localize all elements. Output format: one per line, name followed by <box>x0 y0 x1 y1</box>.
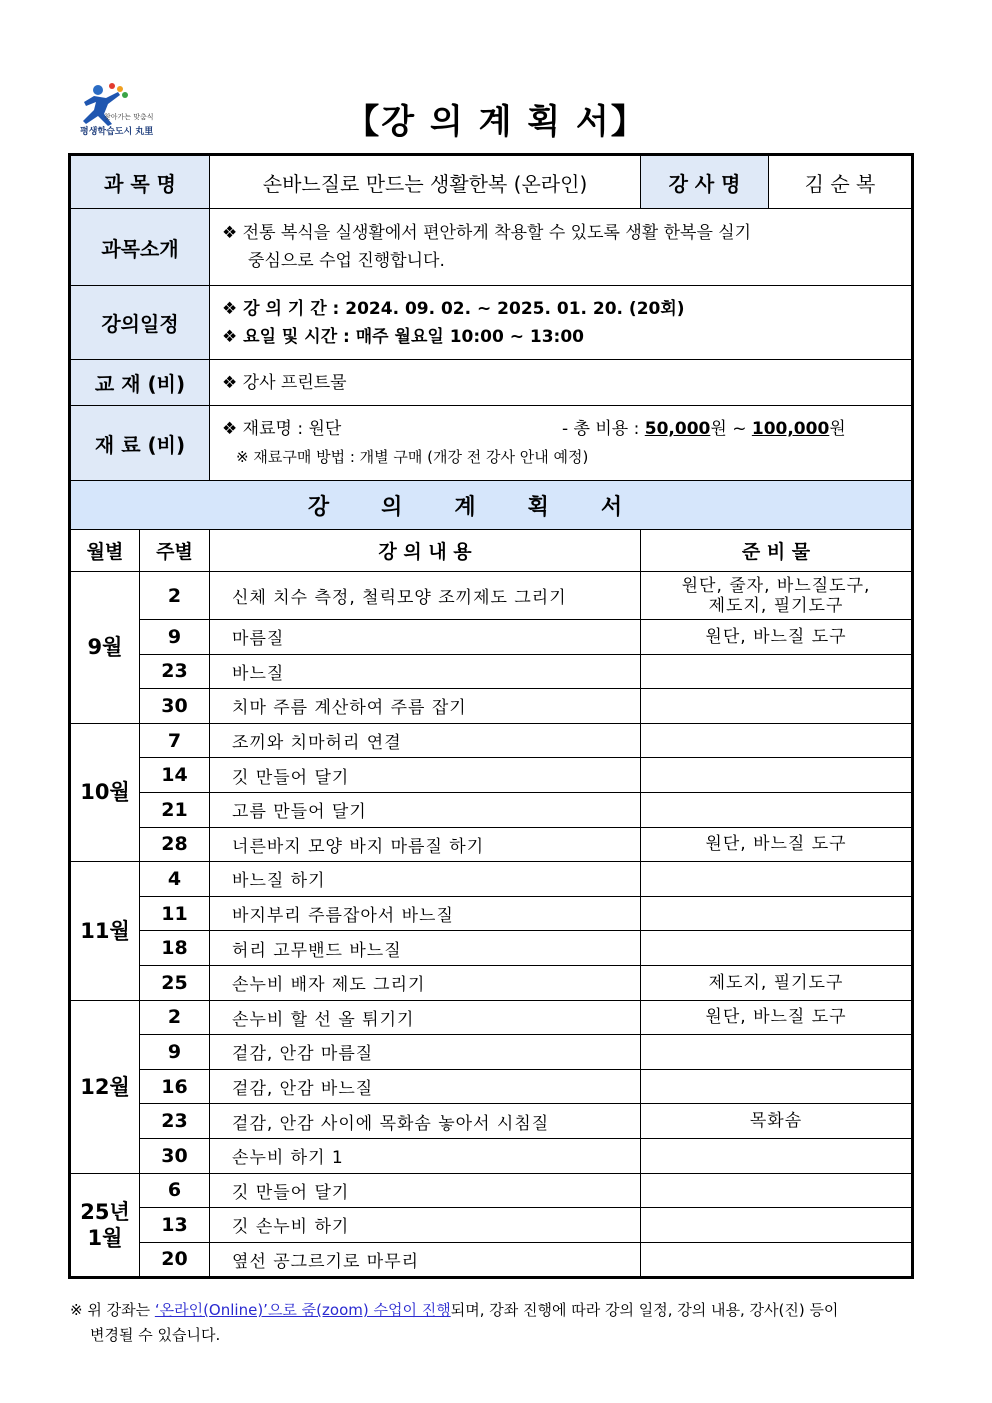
footer-rest: 되며, 강좌 진행에 따라 강의 일정, 강의 내용, 강사(진) 등이 <box>450 1301 839 1319</box>
prep-materials-cell <box>641 1138 912 1173</box>
prep-materials-cell <box>641 654 912 689</box>
prep-text: 원단, 줄자, 바느질도구, <box>681 575 871 596</box>
logo-name: 평생학습도시 丸里 <box>80 127 154 137</box>
material-name: ❖ 재료명 : 원단 <box>222 419 342 439</box>
week-cell: 14 <box>140 758 210 793</box>
month-cell <box>71 862 140 1000</box>
week-cell: 2 <box>140 572 210 620</box>
week-cell: 23 <box>140 654 210 689</box>
lecture-plan-table <box>70 155 912 1277</box>
lesson-content-cell: 조끼와 치마허리 연결 <box>210 723 641 758</box>
prep-materials-cell <box>641 862 912 897</box>
material-unit-1: 원 ~ <box>710 419 752 439</box>
intro-line-1: ❖ 전통 복식을 실생활에서 편안하게 착용할 수 있도록 생활 한복을 실기 <box>222 223 752 243</box>
month-label: 11월 <box>80 918 130 943</box>
schedule-time: ❖ 요일 및 시간 : 매주 월요일 10:00 ~ 13:00 <box>222 326 585 347</box>
table-row <box>71 1104 912 1139</box>
prep-materials-cell <box>641 1208 912 1243</box>
col-month: 월별 <box>71 530 140 572</box>
intro-label: 과목소개 <box>71 209 210 286</box>
month-label: 12월 <box>80 1074 130 1099</box>
material-unit-2: 원 <box>829 419 846 439</box>
intro-text <box>210 209 912 286</box>
table-row <box>71 827 912 862</box>
lesson-content-cell: 치마 주름 계산하여 주름 잡기 <box>210 689 641 724</box>
lesson-content-cell: 너른바지 모양 바지 마름질 하기 <box>210 827 641 862</box>
table-row <box>71 965 912 1000</box>
prep-materials-cell <box>641 758 912 793</box>
schedule-period: ❖ 강 의 기 간 : 2024. 09. 02. ~ 2025. 01. 20. (20회) <box>222 298 685 319</box>
week-cell: 21 <box>140 792 210 827</box>
lesson-content-cell: 허리 고무밴드 바느질 <box>210 931 641 966</box>
plan-section-title: 강의계획서 <box>71 481 912 530</box>
month-cell <box>71 572 140 724</box>
week-cell: 7 <box>140 723 210 758</box>
prep-materials-cell <box>641 1035 912 1070</box>
week-cell: 6 <box>140 1173 210 1208</box>
prep-materials-cell <box>641 1104 912 1139</box>
week-cell: 9 <box>140 620 210 655</box>
footer-prefix: ※ 위 강좌는 <box>70 1301 155 1319</box>
table-row <box>71 931 912 966</box>
lesson-content-cell: 손누비 하기 1 <box>210 1138 641 1173</box>
prep-text: 목화솜 <box>749 1111 803 1132</box>
plan-section-row <box>71 481 912 530</box>
week-cell: 9 <box>140 1035 210 1070</box>
prep-materials-cell <box>641 1173 912 1208</box>
prep-materials-cell <box>641 896 912 931</box>
material-label: 재 료 (비) <box>71 406 210 481</box>
lesson-content-cell: 겉감, 안감 마름질 <box>210 1035 641 1070</box>
lesson-content-cell: 깃 만들어 달기 <box>210 1173 641 1208</box>
footer-note <box>70 1298 915 1348</box>
material-cost-min: 50,000 <box>644 419 711 439</box>
prep-materials-cell <box>641 931 912 966</box>
table-row <box>71 1138 912 1173</box>
prep-text: 원단, 바느질 도구 <box>705 1007 847 1028</box>
schedule-label: 강의일정 <box>71 286 210 360</box>
lesson-content-cell: 바지부리 주름잡아서 바느질 <box>210 896 641 931</box>
prep-text: 제도지, 필기도구 <box>708 972 844 993</box>
prep-materials-cell <box>641 723 912 758</box>
table-row <box>71 758 912 793</box>
week-cell: 4 <box>140 862 210 897</box>
col-content: 강 의 내 용 <box>210 530 641 572</box>
column-header-row <box>71 530 912 572</box>
textbook-row <box>71 360 912 406</box>
lesson-content-cell: 바느질 <box>210 654 641 689</box>
prep-materials-cell <box>641 620 912 655</box>
prep-materials-cell <box>641 792 912 827</box>
month-cell <box>71 1000 140 1173</box>
week-cell: 13 <box>140 1208 210 1243</box>
month-cell <box>71 1173 140 1277</box>
schedule-text <box>210 286 912 360</box>
table-row <box>71 654 912 689</box>
prep-materials-cell <box>641 827 912 862</box>
week-cell: 20 <box>140 1242 210 1277</box>
week-cell: 23 <box>140 1104 210 1139</box>
prep-materials-cell <box>641 1242 912 1277</box>
lesson-content-cell: 신체 치수 측정, 철릭모양 조끼제도 그리기 <box>210 572 641 620</box>
week-cell: 25 <box>140 965 210 1000</box>
prep-materials-cell <box>641 689 912 724</box>
month-label: 10월 <box>80 780 130 805</box>
material-text <box>210 406 912 481</box>
textbook-value: ❖ 강사 프린트물 <box>210 360 912 406</box>
prep-materials-cell <box>641 1069 912 1104</box>
table-row <box>71 896 912 931</box>
table-row <box>71 1035 912 1070</box>
prep-text: 원단, 바느질 도구 <box>705 626 847 647</box>
prep-text: 제도지, 필기도구 <box>708 595 844 616</box>
table-row <box>71 1000 912 1035</box>
table-row <box>71 1242 912 1277</box>
subject-row <box>71 156 912 209</box>
lesson-content-cell: 손누비 배자 제도 그리기 <box>210 965 641 1000</box>
table-row <box>71 862 912 897</box>
month-label: 9월 <box>87 635 123 660</box>
prep-materials-cell <box>641 1000 912 1035</box>
prep-materials-cell <box>641 965 912 1000</box>
footer-highlight: ‘온라인(Online)’으로 줌(zoom) 수업이 진행 <box>154 1301 451 1319</box>
document-title: 【강 의 계 획 서】 <box>345 102 647 142</box>
table-row <box>71 1173 912 1208</box>
table-row <box>71 1208 912 1243</box>
table-row <box>71 689 912 724</box>
table-row <box>71 792 912 827</box>
subject-label: 과 목 명 <box>71 156 210 209</box>
prep-materials-cell <box>641 572 912 620</box>
week-cell: 30 <box>140 689 210 724</box>
material-line <box>222 415 899 443</box>
prep-text: 원단, 바느질 도구 <box>705 834 847 855</box>
subject-value: 손바느질로 만드는 생활한복 (온라인) <box>210 156 641 209</box>
teacher-value: 김 순 복 <box>769 156 912 209</box>
table-row <box>71 620 912 655</box>
lesson-content-cell: 손누비 할 선 올 튀기기 <box>210 1000 641 1035</box>
week-cell: 16 <box>140 1069 210 1104</box>
footer-line-2: 변경될 수 있습니다. <box>90 1326 221 1344</box>
intro-line-2: 중심으로 수업 진행합니다. <box>248 251 445 271</box>
lesson-content-cell: 깃 손누비 하기 <box>210 1208 641 1243</box>
table-row <box>71 723 912 758</box>
lesson-content-cell: 마름질 <box>210 620 641 655</box>
lesson-content-cell: 겉감, 안감 바느질 <box>210 1069 641 1104</box>
lesson-content-cell: 겉감, 안감 사이에 목화솜 놓아서 시침질 <box>210 1104 641 1139</box>
col-prep: 준 비 물 <box>641 530 912 572</box>
week-cell: 28 <box>140 827 210 862</box>
col-week: 주별 <box>140 530 210 572</box>
month-label: 25년 <box>80 1199 130 1224</box>
logo-tagline: 찾아가는 맞춤식 <box>104 113 154 121</box>
plan-body <box>71 572 912 1277</box>
month-label: 1월 <box>87 1225 123 1250</box>
lesson-content-cell: 바느질 하기 <box>210 862 641 897</box>
material-purchase-note: ※ 재료구매 방법 : 개별 구매 (개강 전 강사 안내 예정) <box>236 448 589 466</box>
month-cell <box>71 723 140 861</box>
week-cell: 2 <box>140 1000 210 1035</box>
week-cell: 30 <box>140 1138 210 1173</box>
week-cell: 11 <box>140 896 210 931</box>
week-cell: 18 <box>140 931 210 966</box>
material-cost-max: 100,000 <box>751 419 830 439</box>
intro-row <box>71 209 912 286</box>
lesson-content-cell: 깃 만들어 달기 <box>210 758 641 793</box>
table-row <box>71 1069 912 1104</box>
material-cost-prefix: - 총 비용 : <box>562 419 645 439</box>
lesson-content-cell: 고름 만들어 달기 <box>210 792 641 827</box>
teacher-label: 강 사 명 <box>641 156 769 209</box>
lesson-content-cell: 옆선 공그르기로 마무리 <box>210 1242 641 1277</box>
textbook-label: 교 재 (비) <box>71 360 210 406</box>
schedule-row <box>71 286 912 360</box>
material-row <box>71 406 912 481</box>
table-row <box>71 572 912 620</box>
